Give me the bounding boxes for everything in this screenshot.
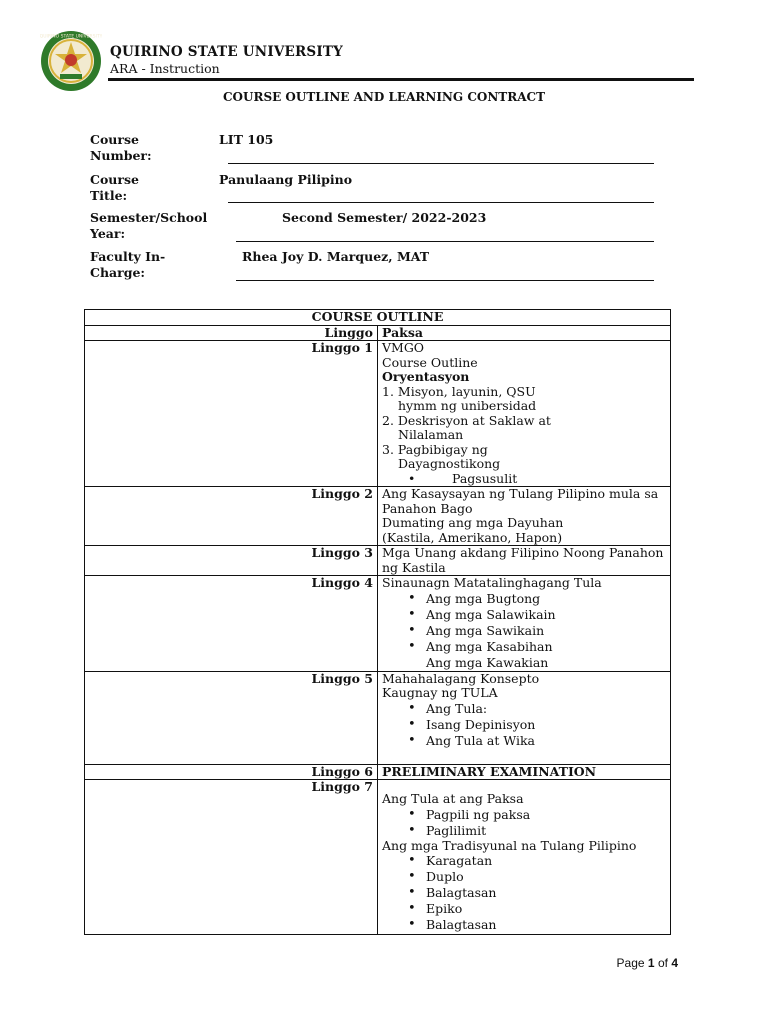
- table-row: [85, 671, 671, 764]
- column-header-week: Linggo: [85, 325, 378, 341]
- page-current: 1: [647, 956, 655, 970]
- table-title-row: [85, 310, 671, 326]
- table-row: [85, 546, 671, 576]
- column-header-topic: Paksa: [378, 325, 671, 341]
- topic-line: Course Outline: [382, 354, 478, 370]
- bullet-text: Ang mga Salawikain: [426, 606, 556, 622]
- info-underline: [236, 241, 654, 242]
- numbered-item-cont: Dayagnostikong: [398, 456, 501, 471]
- document-title: COURSE OUTLINE AND LEARNING CONTRACT: [223, 90, 545, 104]
- numbered-item: 1. Misyon, layunin, QSU: [382, 383, 536, 399]
- week-label: Linggo 4: [85, 576, 378, 672]
- week-label: Linggo 1: [85, 341, 378, 487]
- info-underline: [228, 163, 654, 164]
- info-value: Panulaang Pilipino: [219, 172, 353, 187]
- numbered-item-cont: hymm ng unibersidad: [398, 398, 537, 413]
- bullet-text: Balagtasan: [426, 885, 497, 900]
- bullet-text: Pagpili ng paksa: [426, 806, 531, 822]
- bullet-text: Epiko: [426, 901, 463, 916]
- bullet-text: Balagtasan: [426, 917, 497, 932]
- week-topics: [378, 546, 671, 576]
- topic-line: Sinaunagn Matatalinghagang Tula: [382, 575, 602, 590]
- numbered-item-cont: Nilalaman: [398, 427, 464, 442]
- topic-line: Ang Kasaysayan ng Tulang Pilipino mula sa Panahon Bago: [382, 486, 659, 516]
- week-topics: [378, 671, 671, 764]
- bullet-text: Isang Depinisyon: [426, 716, 536, 732]
- bullet-item: [382, 885, 666, 901]
- bullet-text: Paglilimit: [426, 822, 487, 838]
- course-outline-table: [84, 309, 671, 935]
- header-divider: [108, 78, 694, 81]
- page-total: 4: [671, 956, 678, 970]
- topic-line: Ang Tula at ang Paksa: [382, 791, 524, 806]
- week-topics: [378, 780, 671, 935]
- week-label: Linggo 6: [85, 764, 378, 780]
- info-underline: [228, 202, 654, 203]
- university-seal-logo: [40, 30, 102, 92]
- table-row: [85, 780, 671, 935]
- info-label: Course Title:: [90, 172, 139, 203]
- bullet-item: [382, 853, 666, 869]
- bullet-text: Pagsusulit: [452, 470, 518, 486]
- page-word: Page: [616, 956, 645, 970]
- bullet-item: [382, 472, 666, 487]
- table-header-row: [85, 325, 671, 341]
- bullet-item: [382, 623, 666, 639]
- topic-heading: Oryentasyon: [382, 369, 470, 384]
- info-label: Faculty In-Charge:: [90, 249, 166, 280]
- numbered-item: 2. Deskrisyon at Saklaw at: [382, 412, 551, 428]
- topic-line: Mga Unang akdang Filipino Noong Panahon ng Kastila: [382, 545, 664, 575]
- numbered-item: 3. Pagbibigay ng: [382, 441, 488, 457]
- bullet-item: [382, 733, 666, 749]
- week-label: Linggo 2: [85, 487, 378, 546]
- page-number: [617, 956, 678, 970]
- bullet-item: [382, 917, 666, 933]
- bullet-text: Duplo: [426, 869, 464, 884]
- bullet-item: [382, 823, 666, 839]
- week-topics: [378, 341, 671, 487]
- topic-line: Kaugnay ng TULA: [382, 685, 498, 700]
- info-value: Rhea Joy D. Marquez, MAT: [242, 249, 430, 264]
- office-name: ARA - Instruction: [110, 61, 220, 76]
- table-title: COURSE OUTLINE: [85, 310, 671, 326]
- week-label: Linggo 3: [85, 546, 378, 576]
- table-row: [85, 341, 671, 487]
- topic-line: Ang mga Kawakian: [426, 654, 549, 670]
- topic-line: Ang mga Tradisyunal na Tulang Pilipino: [382, 837, 637, 853]
- week-topics: [378, 576, 671, 672]
- week-label: Linggo 7: [85, 780, 378, 935]
- bullet-text: Ang mga Bugtong: [426, 590, 541, 606]
- topic-line: Dumating ang mga Dayuhan: [382, 515, 564, 530]
- bullet-item: [382, 701, 666, 717]
- info-underline: [236, 280, 654, 281]
- bullet-item: [382, 607, 666, 623]
- week-topics: PRELIMINARY EXAMINATION: [378, 764, 671, 780]
- table-row: [85, 576, 671, 672]
- table-row: [85, 764, 671, 780]
- bullet-item: [382, 639, 666, 655]
- topic-line: Mahahalagang Konsepto: [382, 670, 540, 686]
- university-name: QUIRINO STATE UNIVERSITY: [110, 44, 343, 60]
- topic-line: VMGO: [382, 340, 425, 355]
- table-row: [85, 487, 671, 546]
- week-topics: [378, 487, 671, 546]
- bullet-item: [382, 717, 666, 733]
- bullet-text: Ang mga Kasabihan: [426, 638, 553, 654]
- bullet-text: Ang Tula:: [426, 700, 488, 716]
- info-value: Second Semester/ 2022-2023: [282, 210, 487, 225]
- page-of: of: [657, 956, 668, 970]
- info-value: LIT 105: [219, 132, 274, 147]
- bullet-item: [382, 901, 666, 917]
- bullet-text: Karagatan: [426, 853, 493, 868]
- bullet-text: Ang Tula at Wika: [426, 732, 535, 748]
- topic-line: (Kastila, Amerikano, Hapon): [382, 529, 563, 545]
- week-label: Linggo 5: [85, 671, 378, 764]
- letterhead: [40, 26, 700, 92]
- bullet-item: [382, 591, 666, 607]
- bullet-item: [382, 869, 666, 885]
- info-label: Course Number:: [90, 132, 152, 163]
- info-label: Semester/School Year:: [90, 210, 208, 241]
- bullet-item: [382, 807, 666, 823]
- seal-text: QUIRINO STATE UNIVERSITY: [40, 34, 102, 40]
- bullet-text: Ang mga Sawikain: [426, 622, 545, 638]
